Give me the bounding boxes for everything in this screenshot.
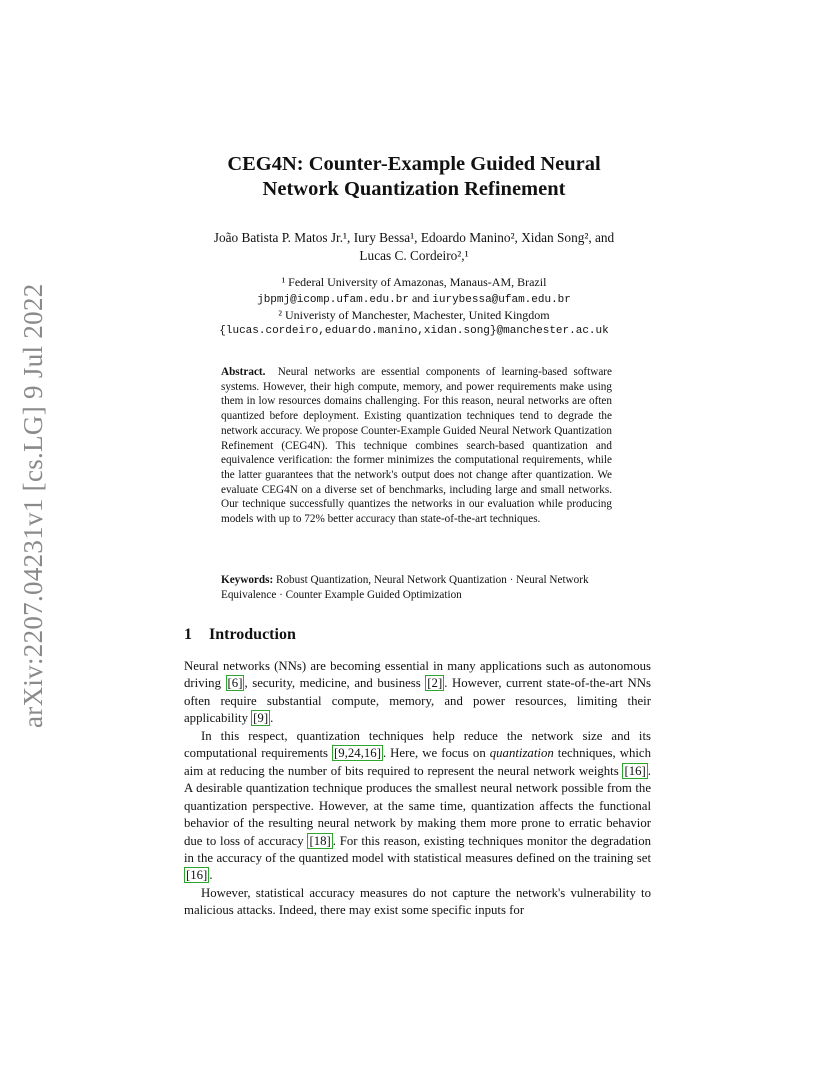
affiliation-2-emails[interactable]: {lucas.cordeiro,eduardo.manino,xidan.song}@manchester.ac.uk: [219, 324, 609, 337]
text-run: . Here, we focus on: [382, 746, 490, 761]
affiliation-1: ¹ Federal University of Amazonas, Manaus-AM, Brazil: [281, 275, 547, 289]
section-title: Introduction: [209, 626, 296, 643]
text-run: techniques, which aim at reducing the number of bits required to represent the neural network weights: [184, 746, 651, 778]
arxiv-stamp: arXiv:2207.04231v1 [cs.LG] 9 Jul 2022: [18, 283, 48, 728]
text-run: Neural networks (NNs) are becoming essential in many applications such as autonomous driving: [184, 659, 651, 691]
text-run: However, statistical accuracy measures do not capture the network's vulnerability to malicious attacks. Indeed, there may exist some specific inputs for: [184, 885, 651, 918]
emphasis-text: quantization: [489, 746, 554, 761]
paragraph-3: [184, 885, 651, 920]
text-run: . For this reason, existing techniques monitor the degradation in the accuracy of the quantized model with statistical measures defined on the training set: [184, 833, 651, 865]
affiliations: [160, 275, 668, 339]
citation-link[interactable]: [6]: [227, 676, 243, 691]
citation-link[interactable]: [9]: [253, 711, 269, 726]
keywords: [221, 573, 612, 602]
abstract: [221, 365, 612, 527]
introduction-body: [184, 658, 651, 920]
affiliation-2: ² Univeristy of Manchester, Machester, United Kingdom: [278, 308, 550, 322]
authors-line-1: João Batista P. Matos Jr.¹, Iury Bessa¹, Edoardo Manino², Xidan Song², and: [213, 230, 615, 245]
paragraph-1: [184, 658, 651, 728]
citation-link[interactable]: [16]: [624, 763, 646, 778]
abstract-label: Abstract.: [221, 366, 266, 378]
abstract-text: Neural networks are essential components of learning-based software systems. However, their high compute, memory, and power requirements make using them in low resources domains challenging. For this reason, neural networks are often quantized before deployment. Existing quantization techniques tend to degrade the network accuracy. We propose Counter-Example Guided Neural Network Quantization Refinement (CEG4N). This technique combines search-based quantization and equivalence verification: the former minimizes the computational requirements, while the latter guarantees that the network's output does not change after quantization. We evaluate CEG4N on a diverse set of benchmarks, including large and small networks. Our technique successfully quantizes the networks in our evaluation while producing models with up to 72% better accuracy than state-of-the-art techniques.: [221, 366, 612, 526]
email-1[interactable]: jbpmj@icomp.ufam.edu.br: [257, 293, 409, 306]
affiliation-1-emails: [160, 291, 668, 309]
title-line-1: CEG4N: Counter-Example Guided Neural: [227, 153, 601, 175]
citation-link[interactable]: [9,24,16]: [334, 746, 381, 761]
section-number: 1: [184, 626, 192, 643]
text-run: , security, medicine, and business: [244, 676, 426, 691]
title-line-2: Network Quantization Refinement: [262, 178, 566, 200]
section-heading: [184, 626, 296, 644]
paper-title: [150, 152, 678, 202]
citation-link[interactable]: [18]: [309, 833, 331, 848]
author-list: [160, 229, 668, 264]
citation-link[interactable]: [2]: [427, 676, 443, 691]
keywords-text: Robust Quantization, Neural Network Quantization · Neural Network Equivalence · Counter Example Guided Optimization: [221, 574, 589, 601]
keywords-label: Keywords:: [221, 574, 274, 586]
text-run: In this respect, quantization techniques help reduce the network size and its computational requirements: [184, 728, 651, 761]
email-2[interactable]: iurybessa@ufam.edu.br: [432, 293, 571, 306]
text-run: .: [270, 711, 274, 726]
emails-and: and: [411, 290, 430, 305]
citation-link[interactable]: [16]: [186, 868, 208, 883]
authors-line-2: Lucas C. Cordeiro²,¹: [359, 247, 469, 263]
text-run: . However, current state-of-the-art NNs often require substantial compute, memory, and power resources, limiting their applicability: [184, 676, 651, 726]
text-run: . A desirable quantization technique produces the smallest neural network possible from the quantization perspective. However, at the same time, quantization affects the functional behavior of the resulting neural network by making them more prone to erratic behavior due to loss of accuracy: [184, 763, 651, 848]
text-run: .: [209, 868, 213, 883]
paragraph-2: [184, 728, 651, 885]
